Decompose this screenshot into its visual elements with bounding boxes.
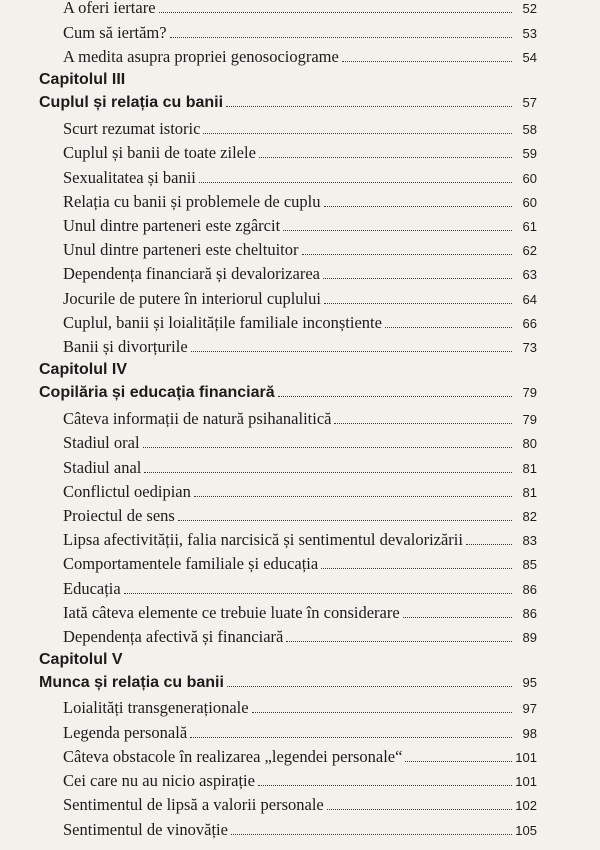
toc-entry-title: Comportamentele familiale și educația	[63, 554, 319, 573]
toc-page-number: 82	[522, 509, 537, 524]
toc-entry-title: Proiectul de sens	[63, 506, 175, 525]
dot-leader	[321, 568, 512, 569]
toc-entry-title: Sexualitatea și banii	[63, 168, 196, 187]
dot-leader	[324, 303, 512, 304]
toc-page-number: 101	[515, 774, 537, 789]
toc-page-number: 101	[515, 750, 537, 765]
toc-entry-title: Dependența afectivă și financiară	[63, 627, 284, 646]
toc-entry	[63, 506, 537, 526]
toc-entry	[63, 264, 537, 284]
toc-page-number: 81	[522, 461, 537, 476]
toc-entry	[63, 554, 537, 574]
chapter-heading-text: Capitolul IV	[39, 361, 127, 378]
toc-page-number: 83	[522, 533, 537, 548]
toc-entry	[63, 698, 537, 718]
toc-entry-title: Cuplul și relația cu banii	[39, 94, 224, 111]
chapter-title-entry	[39, 674, 537, 692]
toc-entry-title: Conflictul oedipian	[63, 482, 191, 501]
toc-page-number: 61	[522, 219, 537, 234]
dot-leader	[259, 157, 512, 158]
toc-page-number: 58	[522, 122, 537, 137]
toc-entry-title: Sentimentul de vinovăție	[63, 820, 228, 839]
dot-leader	[252, 712, 512, 713]
toc-page-number: 54	[522, 50, 537, 65]
dot-leader	[327, 809, 512, 810]
toc-entry	[63, 168, 537, 188]
dot-leader	[286, 641, 512, 642]
chapter-heading	[39, 361, 600, 379]
toc-entry	[63, 820, 537, 840]
toc-entry-title: Câteva informații de natură psihanalitică	[63, 409, 332, 428]
toc-entry	[63, 771, 537, 791]
dot-leader	[194, 496, 512, 497]
toc-entry-title: Munca și relația cu banii	[39, 674, 224, 691]
dot-leader	[226, 106, 512, 107]
toc-page-number: 60	[522, 195, 537, 210]
dot-leader	[227, 686, 512, 687]
toc-entry-title: Jocurile de putere în interiorul cuplului	[63, 289, 321, 308]
toc-entry	[63, 0, 537, 18]
dot-leader	[405, 761, 512, 762]
toc-entry-title: Stadiul anal	[63, 458, 142, 477]
toc-entry-title: Iată câteva elemente ce trebuie luate în considerare	[63, 603, 400, 622]
dot-leader	[231, 834, 512, 835]
toc-entry-title: Educația	[63, 579, 121, 598]
toc-entry-title: Scurt rezumat istoric	[63, 119, 201, 138]
toc-page-number: 60	[522, 171, 537, 186]
dot-leader	[143, 447, 512, 448]
dot-leader	[124, 593, 512, 594]
toc-entry	[63, 482, 537, 502]
dot-leader	[466, 544, 512, 545]
toc-page-number: 66	[522, 316, 537, 331]
chapter-title-entry	[39, 94, 537, 112]
toc-entry	[63, 143, 537, 163]
dot-leader	[323, 278, 512, 279]
toc-entry	[63, 579, 537, 599]
toc-page-number: 89	[522, 630, 537, 645]
chapter-heading-text: Capitolul V	[39, 651, 123, 668]
dot-leader	[278, 396, 512, 397]
toc-entry-title: Banii și divorțurile	[63, 337, 188, 356]
toc-entry-title: Dependența financiară și devalorizarea	[63, 264, 320, 283]
toc-entry-title: Unul dintre parteneri este zgârcit	[63, 216, 281, 235]
dot-leader	[170, 37, 512, 38]
toc-page-number: 79	[522, 412, 537, 427]
toc-page-number: 98	[522, 726, 537, 741]
toc-page-number: 86	[522, 582, 537, 597]
dot-leader	[385, 327, 512, 328]
toc-page-number: 81	[522, 485, 537, 500]
dot-leader	[258, 785, 512, 786]
toc-page-number: 52	[522, 1, 537, 16]
toc-entry	[63, 23, 537, 43]
chapter-heading	[39, 651, 600, 669]
toc-page-number: 97	[522, 701, 537, 716]
dot-leader	[324, 206, 513, 207]
toc-entry	[63, 603, 537, 623]
toc-entry	[63, 47, 537, 67]
toc-entry	[63, 119, 537, 139]
dot-leader	[403, 617, 512, 618]
dot-leader	[342, 61, 512, 62]
dot-leader	[144, 472, 512, 473]
toc-page-number: 64	[522, 292, 537, 307]
dot-leader	[191, 351, 512, 352]
toc-page-number: 73	[522, 340, 537, 355]
toc-entry	[63, 313, 537, 333]
toc-page-number: 86	[522, 606, 537, 621]
toc-entry	[63, 216, 537, 236]
dot-leader	[190, 737, 512, 738]
toc-page-number: 85	[522, 557, 537, 572]
toc-entry	[63, 627, 537, 647]
toc-entry	[63, 723, 537, 743]
dot-leader	[334, 423, 512, 424]
toc-entry	[63, 458, 537, 478]
toc-page-number: 95	[522, 675, 537, 690]
toc-page-number: 63	[522, 267, 537, 282]
toc-entry-title: Cum să iertăm?	[63, 23, 167, 42]
toc-page-number: 79	[522, 385, 537, 400]
dot-leader	[178, 520, 512, 521]
toc-entry	[63, 433, 537, 453]
toc-entry-title: Legenda personală	[63, 723, 188, 742]
toc-entry-title: Copilăria și educația financiară	[39, 384, 275, 401]
toc-entry-title: Unul dintre parteneri este cheltuitor	[63, 240, 299, 259]
dot-leader	[203, 133, 512, 134]
toc-page-number: 105	[515, 823, 537, 838]
toc-page-number: 80	[522, 436, 537, 451]
toc-entry-title: Relația cu banii și problemele de cuplu	[63, 192, 321, 211]
toc-entry	[63, 747, 537, 767]
dot-leader	[159, 12, 512, 13]
toc-page-number: 62	[522, 243, 537, 258]
toc-entry	[63, 240, 537, 260]
toc-entry-title: A oferi iertare	[63, 0, 156, 17]
toc-entry	[63, 289, 537, 309]
chapter-heading	[39, 71, 600, 89]
toc-entry	[63, 530, 537, 550]
toc-page-number: 59	[522, 146, 537, 161]
dot-leader	[302, 254, 513, 255]
dot-leader	[283, 230, 512, 231]
toc-entry	[63, 337, 537, 357]
toc-entry-title: Lipsa afectivității, falia narcisică și sentimentul devalorizării	[63, 530, 463, 549]
toc-page-number: 53	[522, 26, 537, 41]
toc-entry-title: Cuplul și banii de toate zilele	[63, 143, 256, 162]
toc-entry-title: A medita asupra propriei genosociograme	[63, 47, 339, 66]
chapter-heading-text: Capitolul III	[39, 71, 126, 88]
toc-entry	[63, 795, 537, 815]
toc-entry	[63, 192, 537, 212]
toc-entry	[63, 409, 537, 429]
toc-entry-title: Sentimentul de lipsă a valorii personale	[63, 795, 324, 814]
toc-entry-title: Stadiul oral	[63, 433, 140, 452]
chapter-title-entry	[39, 384, 537, 402]
dot-leader	[199, 182, 512, 183]
toc-entry-title: Cei care nu au nicio aspirație	[63, 771, 255, 790]
toc-entry-title: Cuplul, banii și loialitățile familiale inconștiente	[63, 313, 382, 332]
toc-entry-title: Câteva obstacole în realizarea „legendei personale“	[63, 747, 403, 766]
toc-page-number: 57	[522, 95, 537, 110]
toc-entry-title: Loialități transgeneraționale	[63, 698, 249, 717]
toc-page-number: 102	[515, 798, 537, 813]
